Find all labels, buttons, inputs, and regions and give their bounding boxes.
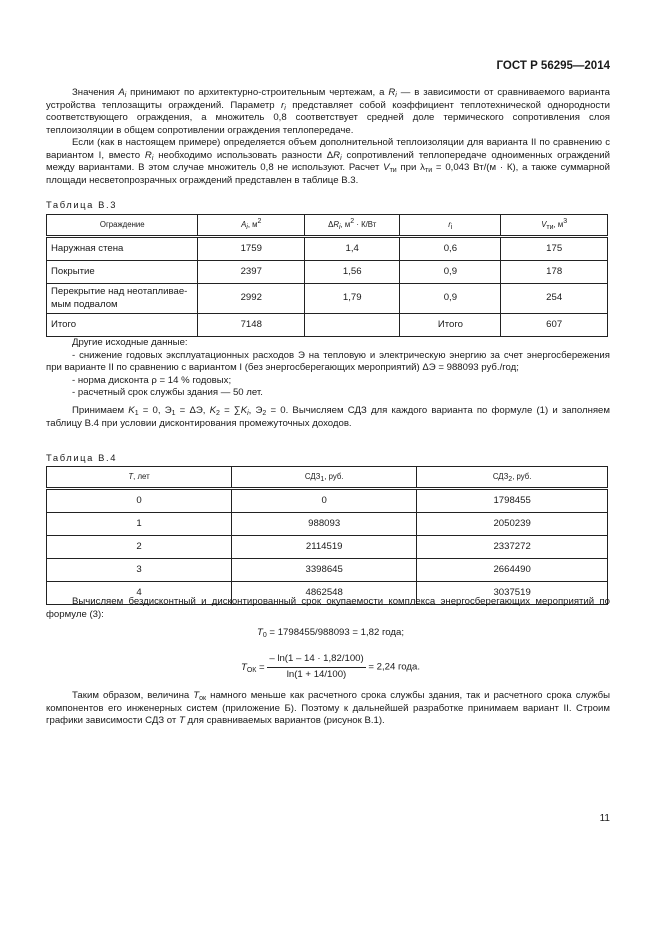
paragraph-additional-insulation bbox=[46, 137, 610, 187]
column-header bbox=[47, 467, 232, 489]
text-run: T bbox=[240, 661, 247, 673]
text-run: Принимаем bbox=[72, 405, 129, 416]
text-run: Вычисляем бездисконтный и дисконтированный срок окупаемости комплекса энергосберегающих мероприятий по формуле (3): bbox=[46, 596, 610, 620]
subscript: i bbox=[246, 223, 248, 231]
superscript: 3 bbox=[563, 217, 568, 225]
subscript: i bbox=[395, 92, 397, 99]
list-item: - расчетный срок службы здания — 50 лет. bbox=[72, 387, 263, 399]
table-cell: 254 bbox=[501, 284, 608, 314]
table-b4 bbox=[46, 466, 610, 605]
table-cell: 2050239 bbox=[417, 513, 608, 536]
text-run: , м bbox=[553, 219, 564, 229]
other-data-title: Другие исходные данные: bbox=[72, 337, 188, 348]
text-run: Таким образом, величина bbox=[72, 690, 194, 701]
subscript: 1 bbox=[171, 410, 176, 417]
column-header bbox=[198, 215, 305, 237]
table-cell bbox=[305, 314, 400, 337]
subscript: ОК bbox=[246, 666, 257, 674]
superscript: 2 bbox=[257, 217, 262, 225]
text-run: · К/Вт bbox=[354, 219, 377, 229]
table-cell: 175 bbox=[501, 237, 608, 261]
text-run: сопротивлений теплопередаче одноименных ограждений между вариантами. В этом случае множитель 0,8 не используют. Расчет bbox=[46, 149, 610, 174]
text-run: , Э bbox=[248, 405, 263, 416]
table-cell: 3037519 bbox=[417, 582, 608, 605]
list-item: - снижение годовых эксплуатационных расходов Э на тепловую и электрическую энергию за счет энергосбережения при варианте II по сравнению с вариантом I (без энергосберегающих мероприятий) ΔЭ = 988093 руб./год; bbox=[46, 349, 610, 374]
table-cell: Перекрытие над неотапливае-мым подвалом bbox=[47, 284, 198, 314]
table-cell: Наружная стена bbox=[47, 237, 198, 261]
denominator: ln(1 + 14/100) bbox=[286, 668, 347, 680]
formula-lhs bbox=[241, 662, 267, 673]
table-cell: 1 bbox=[47, 513, 232, 536]
subscript: 1 bbox=[134, 410, 139, 417]
table-cell: 0,6 bbox=[400, 237, 501, 261]
table-b3-caption: Таблица В.3 bbox=[46, 199, 118, 210]
table-cell: 7148 bbox=[198, 314, 305, 337]
table-cell: Покрытие bbox=[47, 261, 198, 284]
text-run: K bbox=[240, 405, 248, 416]
table-row bbox=[47, 261, 608, 284]
table-cell: 1759 bbox=[198, 237, 305, 261]
text-run: = bbox=[256, 661, 268, 673]
document-code: ГОСТ Р 56295—2014 bbox=[496, 60, 610, 72]
subscript: i bbox=[151, 154, 154, 162]
column-header bbox=[400, 215, 501, 237]
subscript: 2 bbox=[262, 410, 267, 417]
subscript: i bbox=[284, 104, 286, 112]
numerator: – ln(1 – 14 · 1,82/100) bbox=[267, 653, 365, 668]
text-run: T bbox=[179, 715, 185, 727]
subscript: ти bbox=[424, 167, 433, 175]
column-header bbox=[305, 215, 400, 237]
text-run: T bbox=[193, 690, 200, 701]
table-cell: 178 bbox=[501, 261, 608, 284]
text-run: для сравниваемых вариантов (рисунок В.1). bbox=[184, 715, 385, 727]
subscript: i bbox=[450, 223, 453, 231]
subscript: i bbox=[340, 154, 342, 162]
table-cell: 2337272 bbox=[417, 536, 608, 559]
table-cell: 1798455 bbox=[417, 489, 608, 513]
text-run: Если (как в настоящем примере) определяется объем дополнительной теплоизоляции для варианта II по сравнению с вариантом I, вместо bbox=[46, 137, 610, 161]
text-run: СДЗ bbox=[492, 471, 509, 481]
text-run: Значения bbox=[72, 87, 119, 98]
text-run: R bbox=[388, 87, 396, 98]
formula-tok bbox=[0, 653, 661, 681]
text-run: принимают по архитектурно-строительным чертежам, а bbox=[126, 87, 389, 98]
table-row bbox=[47, 559, 608, 582]
subscript: ти bbox=[546, 223, 554, 231]
text-run: R bbox=[333, 149, 341, 161]
table-cell: 2664490 bbox=[417, 559, 608, 582]
paragraph-payback bbox=[46, 596, 610, 621]
table-cell: 607 bbox=[501, 314, 608, 337]
formula-rhs: = 2,24 года. bbox=[368, 661, 421, 673]
text-run: T bbox=[256, 627, 263, 638]
text-run: Ограждение bbox=[99, 219, 145, 229]
text-run: , лет bbox=[133, 471, 150, 481]
text-run: A bbox=[118, 87, 125, 98]
subscript: i bbox=[247, 410, 249, 417]
text-run: V bbox=[383, 162, 390, 174]
table-cell: 3398645 bbox=[232, 559, 417, 582]
table-cell: 2114519 bbox=[232, 536, 417, 559]
text-run: необходимо использовать разности Δ bbox=[153, 149, 334, 161]
subscript: 1 bbox=[320, 475, 325, 483]
column-header bbox=[232, 467, 417, 489]
text-run: V bbox=[541, 219, 547, 229]
subscript: 2 bbox=[508, 475, 513, 483]
text-run: = 0, Э bbox=[138, 405, 172, 416]
text-run: r bbox=[448, 219, 451, 229]
table-row bbox=[47, 237, 608, 261]
page-number: 11 bbox=[599, 813, 610, 824]
table-cell: 1,56 bbox=[305, 261, 400, 284]
table-cell: 0 bbox=[47, 489, 232, 513]
fraction bbox=[267, 653, 365, 681]
column-header bbox=[47, 215, 198, 237]
table-row bbox=[47, 284, 608, 314]
subscript: i bbox=[124, 92, 127, 99]
table-cell: 1,79 bbox=[305, 284, 400, 314]
table-cell: Итого bbox=[47, 314, 198, 337]
table-cell: 1,4 bbox=[305, 237, 400, 261]
text-run: = 1798455/988093 = 1,82 года; bbox=[266, 627, 405, 638]
table-cell: 4 bbox=[47, 582, 232, 605]
text-run: = 0. Вычисляем СДЗ для каждого варианта по формуле (1) и заполняем таблицу В.4 при условии дисконтирования промежуточных доходов. bbox=[46, 405, 610, 429]
table-row bbox=[47, 314, 608, 337]
text-run: , м bbox=[340, 219, 351, 229]
table-header-row bbox=[47, 215, 608, 237]
table-header-row bbox=[47, 467, 608, 489]
table-cell: 2397 bbox=[198, 261, 305, 284]
text-run: , руб. bbox=[324, 471, 344, 481]
subscript: ти bbox=[389, 167, 397, 175]
text-run: намного меньше как расчетного срока службы здания, так и расчетного срока службы компонентов его инженерных систем (приложение Б). Поэтому к дальнейшей разработке принимаем вариант II. Строим графики зависимости СДЗ от bbox=[46, 690, 610, 727]
subscript: 0 bbox=[262, 632, 267, 639]
paragraph-conclusion bbox=[46, 690, 610, 728]
formula-t0 bbox=[0, 627, 661, 640]
table-cell: 0 bbox=[232, 489, 417, 513]
subscript: ок bbox=[199, 695, 207, 702]
table-row bbox=[47, 536, 608, 559]
text-run: СДЗ bbox=[304, 471, 321, 481]
column-header bbox=[417, 467, 608, 489]
text-run: = ∑ bbox=[219, 405, 241, 416]
text-run: R bbox=[144, 149, 152, 161]
text-run: R bbox=[333, 219, 339, 229]
text-run: Δ bbox=[328, 219, 334, 229]
text-run: представляет собой коэффициент теплотехнической однородности соответствующего ограждения, а множитель 0,8 соответствует средней доле термического сопротивления слоя теплоизоляции в общем сопротивлении ограждения теплопередаче. bbox=[46, 99, 610, 136]
table-row bbox=[47, 513, 608, 536]
text-run: , руб. bbox=[512, 471, 532, 481]
text-run: при λ bbox=[396, 162, 425, 174]
text-run: K bbox=[128, 405, 135, 416]
table-cell: 4862548 bbox=[232, 582, 417, 605]
other-data bbox=[46, 337, 610, 400]
text-run: , м bbox=[247, 219, 258, 229]
list-item: - норма дисконта ρ = 14 % годовых; bbox=[72, 374, 232, 386]
superscript: 2 bbox=[350, 217, 355, 225]
table-cell: 2 bbox=[47, 536, 232, 559]
table-cell: 3 bbox=[47, 559, 232, 582]
paragraph-assumptions bbox=[46, 405, 610, 430]
table-cell: 988093 bbox=[232, 513, 417, 536]
table-cell: 0,9 bbox=[400, 261, 501, 284]
table-cell: 0,9 bbox=[400, 284, 501, 314]
text-run: A bbox=[241, 219, 247, 229]
text-run: — в зависимости от сравниваемого варианта устройства теплозащиты ограждений. Параметр bbox=[46, 87, 610, 111]
table-row bbox=[47, 489, 608, 513]
text-run: K bbox=[209, 405, 217, 416]
text-run: r bbox=[281, 99, 285, 111]
subscript: 2 bbox=[216, 410, 220, 417]
text-run: = ΔЭ, bbox=[175, 405, 210, 416]
text-run: T bbox=[128, 471, 134, 481]
table-b3 bbox=[46, 214, 610, 337]
table-cell: Итого bbox=[400, 314, 501, 337]
subscript: i bbox=[338, 223, 341, 231]
table-b4-caption: Таблица В.4 bbox=[46, 452, 118, 463]
paragraph-values bbox=[46, 87, 610, 137]
text-run: = 0,043 Вт/(м · К), а также суммарной площади несветопрозрачных ограждений представлен в таблице В.3. bbox=[46, 162, 610, 186]
column-header bbox=[501, 215, 608, 237]
table-cell: 2992 bbox=[198, 284, 305, 314]
